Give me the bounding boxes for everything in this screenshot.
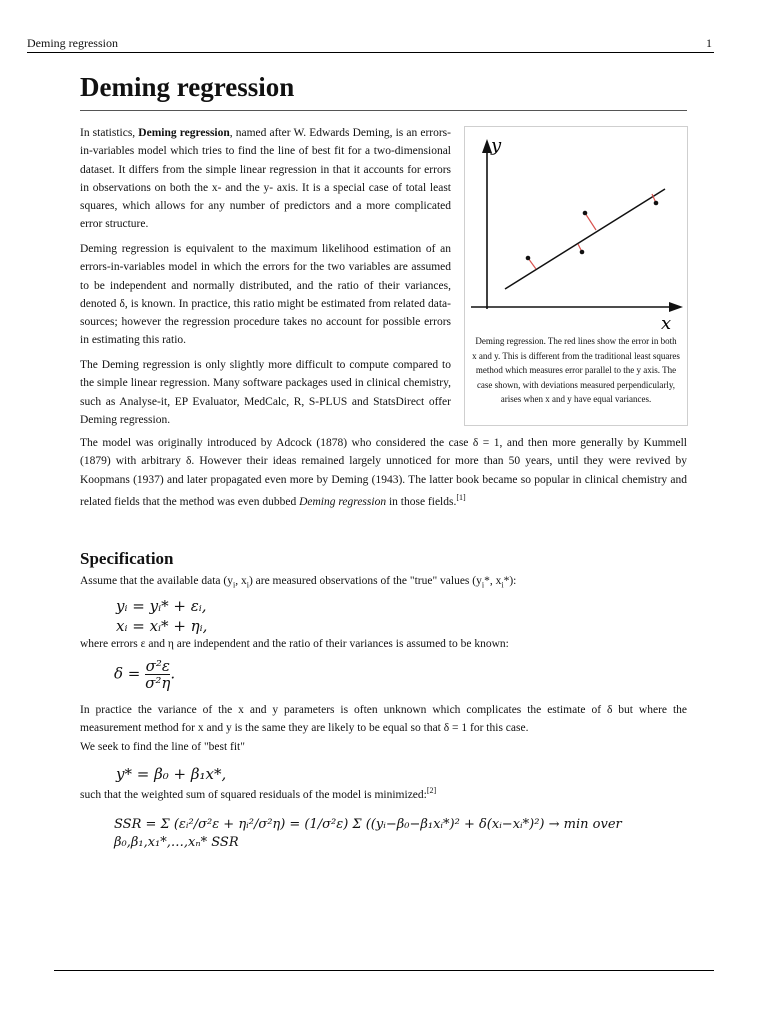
regression-line (505, 189, 665, 289)
deming-regression-plot (465, 127, 687, 337)
data-point (654, 201, 659, 206)
running-head-title: Deming regression (27, 36, 118, 50)
intro-paragraph-2: Deming regression is equivalent to the maximum likelihood estimation of an errors-in-variables model in which the errors for the two variables are assumed to be independent and normally distributed, and the ratio of their variances, denoted δ, is known. In practice, this ratio might be estimated from related data-sources; however the regression procedure takes no account for possible errors in estimating this ratio. (80, 243, 451, 347)
header-rule (27, 52, 714, 53)
footer-rule (54, 970, 714, 971)
spec-sentence-1: Assume that the available data ($y_i$, $x_i$) are measured observations of the "true" values ($y_i*$, $x_i*$): (80, 575, 517, 590)
data-point (580, 250, 585, 255)
data-point (526, 256, 531, 261)
equation-ssr: SSR = Σ (εᵢ²/σ²ε + ηᵢ²/σ²η) = (1/σ²ε) Σ ((yᵢ−β₀−β₁xᵢ*)² + δ(xᵢ−xᵢ*)²) → min over β₀,β₁,x₁*,…,xₙ* SSR (114, 817, 622, 850)
section-heading-specification: Specification (80, 549, 174, 568)
x-axis-label: x (661, 313, 672, 334)
data-point (583, 211, 588, 216)
page-title: Deming regression (80, 72, 295, 102)
reference-link-2[interactable]: [2] (426, 786, 437, 795)
spec-sentence-3: In practice the variance of the x and y parameters is often unknown which complicates the estimate of δ but where the measurement method for x and y is the same they are likely to be equal so that δ = 1 for this case. (80, 704, 687, 735)
intro-paragraph-3: The Deming regression is only slightly more difficult to compute compared to the simple linear regression. Many software packages used in clinical chemistry, such as Analyse-it, EP Evaluator, MedCalc, R, S-PLUS and StatsDirect offer Deming regression. (80, 359, 451, 426)
figure-caption: Deming regression. The red lines show the error in both x and y. This is different from the traditional least squares method which measures error parallel to the y axis. The case shown, with deviations measured perpendicularly, arises when x and y have equal variances. (472, 336, 680, 405)
reference-link-1[interactable]: [1] (456, 492, 466, 502)
y-axis-label: y (491, 135, 502, 156)
spec-sentence-2: where errors ε and η are independent and the ratio of their variances is assumed to be known: (80, 638, 509, 650)
equation-delta: δ = $\frac{\text{σ²ε}}{\text{σ²η}}$ . (114, 657, 176, 692)
history-paragraph: The model was originally introduced by Adcock (1878) who considered the case δ = 1, and then more generally by Kummell (1879) with arbitrary δ. However their ideas remained largely unnoticed for more than 50 years, until they were revived by Koopmans (1937) and later propagated even more by Deming (1943). The latter book became so popular in clinical chemistry and related fields that the method was even dubbed Deming regression in those fields.[1] (80, 437, 687, 508)
title-rule (80, 110, 687, 111)
equation-x: xᵢ = xᵢ* + ηᵢ, (116, 617, 208, 635)
equation-y: yᵢ = yᵢ* + εᵢ, (116, 597, 207, 615)
spec-sentence-4: We seek to find the line of "best fit" (80, 741, 245, 753)
equation-best-fit: y* = β₀ + β₁x*, (116, 765, 227, 783)
running-head-page-number: 1 (706, 36, 712, 50)
error-segment (585, 213, 596, 230)
deming-regression-bold: Deming regression (138, 127, 230, 139)
intro-paragraph-1: In statistics, Deming regression, named after W. Edwards Deming, is an errors-in-variables model which tries to find the line of best fit for a two-dimensional dataset. It differs from the simple linear regression in that it accounts for errors in observations on both the x- and the y- axis. It is a special case of total least squares, which allows for any number of predictors and a more complicated error structure. (80, 127, 451, 231)
x-axis-arrow-icon (669, 302, 683, 312)
spec-sentence-5: such that the weighted sum of squared residuals of the model is minimized:[2] (80, 786, 437, 801)
